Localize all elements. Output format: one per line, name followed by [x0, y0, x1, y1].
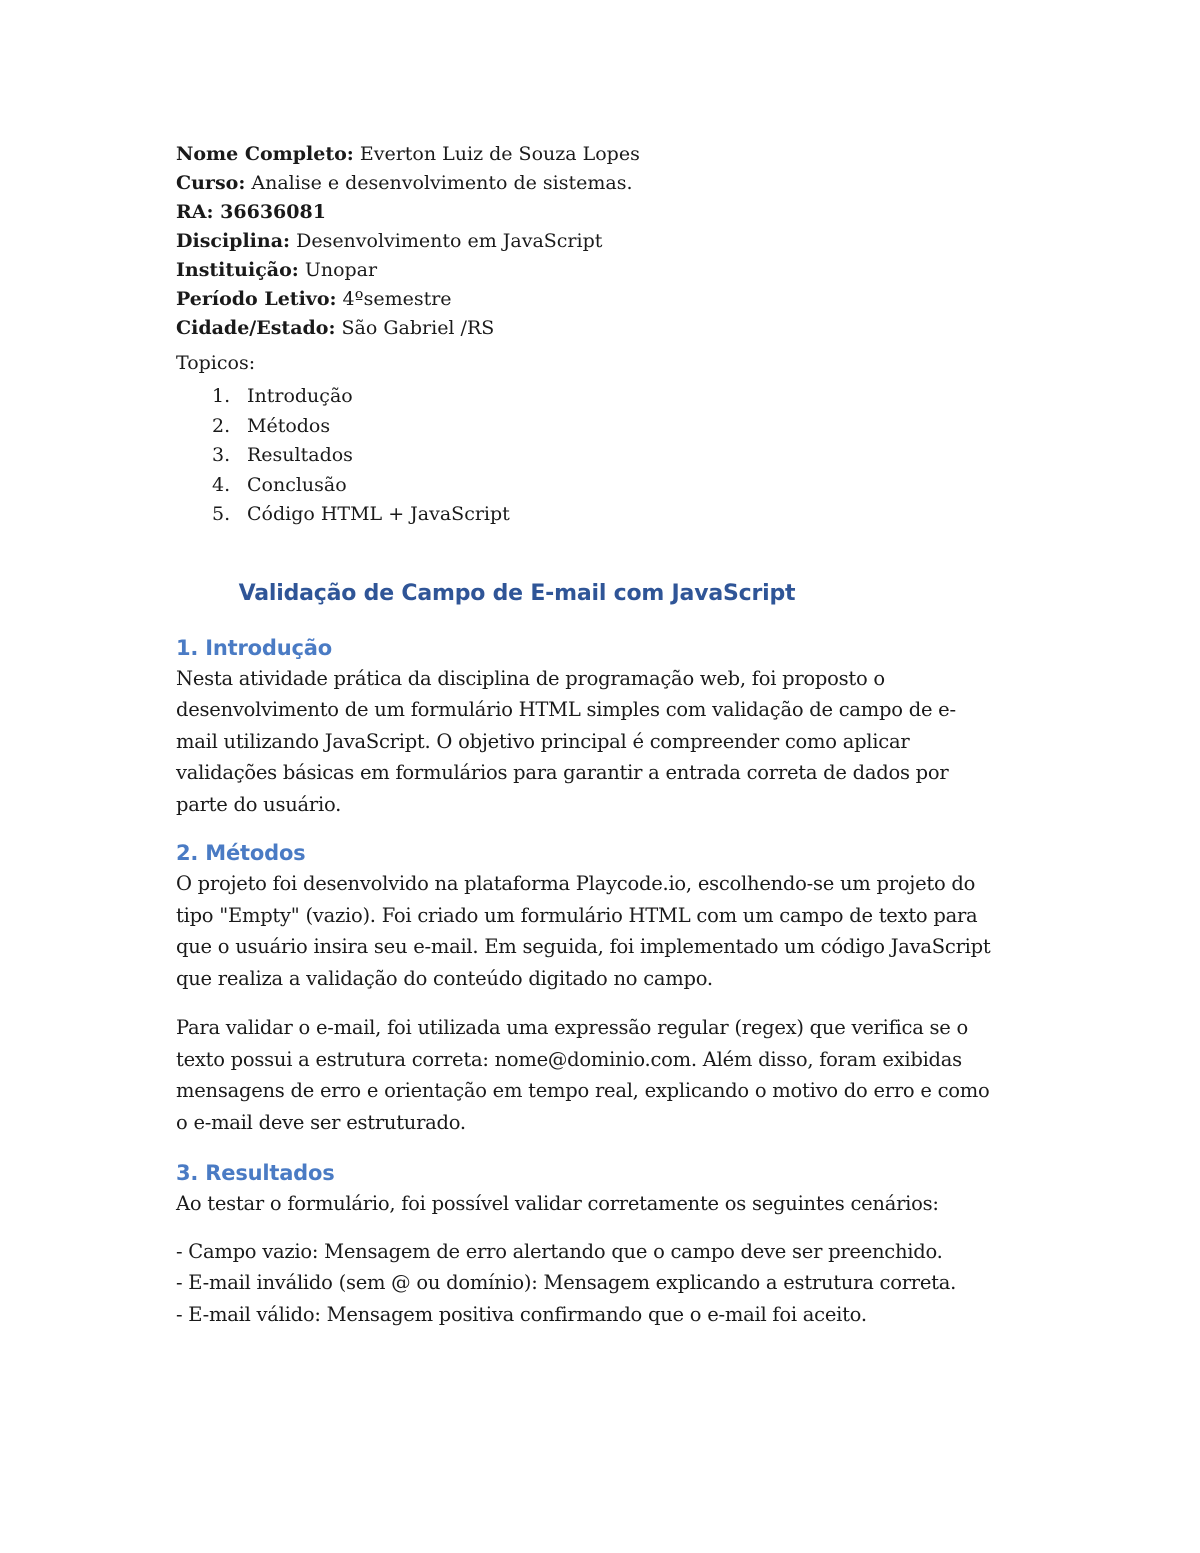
section-heading-introducao: 1. Introdução	[176, 635, 332, 660]
field-label: Nome Completo:	[176, 143, 354, 165]
topics-label: Topicos:	[176, 352, 256, 374]
field-value: Desenvolvimento em JavaScript	[290, 230, 603, 252]
field-cidade	[176, 314, 1036, 343]
list-item	[176, 500, 1036, 530]
list-item	[176, 412, 1036, 442]
text-line: que o usuário insira seu e-mail. Em seguida, foi implementado um código JavaScript	[176, 935, 991, 958]
field-ra	[176, 198, 1036, 227]
list-text: Código HTML + JavaScript	[247, 503, 510, 525]
list-number: 2.	[212, 414, 231, 437]
methods-paragraph-1	[176, 868, 1036, 994]
field-label: Disciplina:	[176, 230, 291, 252]
text-line: mensagens de erro e orientação em tempo real, explicando o motivo do erro e como	[176, 1079, 990, 1102]
list-text: Resultados	[247, 444, 353, 466]
section-heading-resultados: 3. Resultados	[176, 1161, 335, 1185]
text-line: parte do usuário.	[176, 792, 342, 816]
list-number: 4.	[212, 473, 231, 496]
field-instituicao	[176, 256, 1036, 285]
list-number: 5.	[212, 503, 231, 525]
field-value: 4ºsemestre	[336, 288, 452, 310]
field-value: 36636081	[213, 201, 326, 223]
field-label: Cidade/Estado:	[176, 317, 336, 339]
text-line: Para validar o e-mail, foi utilizada uma expressão regular (regex) que verifica se o	[176, 1016, 969, 1039]
field-label: Instituição:	[176, 259, 299, 281]
field-nome	[176, 140, 1036, 169]
field-periodo	[176, 285, 1036, 314]
field-label: RA:	[176, 201, 214, 223]
results-list	[176, 1236, 1036, 1331]
results-intro: Ao testar o formulário, foi possível validar corretamente os seguintes cenários:	[176, 1192, 939, 1215]
text-line: O projeto foi desenvolvido na plataforma Playcode.io, escolhendo-se um projeto do	[176, 872, 976, 895]
text-line: mail utilizando JavaScript. O objetivo principal é compreender como aplicar	[176, 729, 910, 753]
text-line: desenvolvimento de um formulário HTML simples com validação de campo de e-	[176, 698, 956, 721]
list-text: Métodos	[247, 414, 331, 437]
field-value: Everton Luiz de Souza Lopes	[353, 143, 640, 165]
field-curso	[176, 169, 1036, 198]
field-value: São Gabriel /RS	[335, 317, 495, 339]
field-value: Unopar	[298, 259, 378, 281]
list-item	[176, 441, 1036, 471]
text-line: texto possui a estrutura correta: nome@dominio.com. Além disso, foram exibidas	[176, 1047, 962, 1071]
intro-paragraph	[176, 663, 1036, 821]
list-number: 1.	[212, 385, 231, 407]
topics-list	[176, 382, 1036, 530]
field-disciplina	[176, 227, 1036, 256]
text-line: validações básicas em formulários para garantir a entrada correta de dados por	[176, 761, 949, 784]
document-title: Validação de Campo de E-mail com JavaScript	[238, 580, 796, 606]
list-item: - Campo vazio: Mensagem de erro alertando que o campo deve ser preenchido.	[176, 1239, 943, 1263]
list-item	[176, 382, 1036, 412]
list-item: - E-mail inválido (sem @ ou domínio): Mensagem explicando a estrutura correta.	[176, 1271, 957, 1294]
methods-paragraph-2	[176, 1012, 1036, 1138]
field-label: Curso:	[176, 172, 246, 194]
text-line: o e-mail deve ser estruturado.	[176, 1110, 466, 1134]
field-label: Período Letivo:	[176, 288, 337, 310]
list-number: 3.	[212, 444, 231, 466]
list-item: - E-mail válido: Mensagem positiva confirmando que o e-mail foi aceito.	[176, 1302, 867, 1326]
document-page	[176, 140, 1036, 1330]
list-text: Conclusão	[247, 473, 347, 496]
field-value: Analise e desenvolvimento de sistemas.	[245, 172, 633, 194]
list-text: Introdução	[247, 385, 353, 407]
text-line: tipo "Empty" (vazio). Foi criado um formulário HTML com um campo de texto para	[176, 903, 978, 927]
text-line: Nesta atividade prática da disciplina de programação web, foi proposto o	[176, 666, 885, 690]
student-info	[176, 140, 1036, 343]
text-line: que realiza a validação do conteúdo digitado no campo.	[176, 966, 713, 990]
section-heading-metodos: 2. Métodos	[176, 841, 306, 865]
list-item	[176, 471, 1036, 501]
